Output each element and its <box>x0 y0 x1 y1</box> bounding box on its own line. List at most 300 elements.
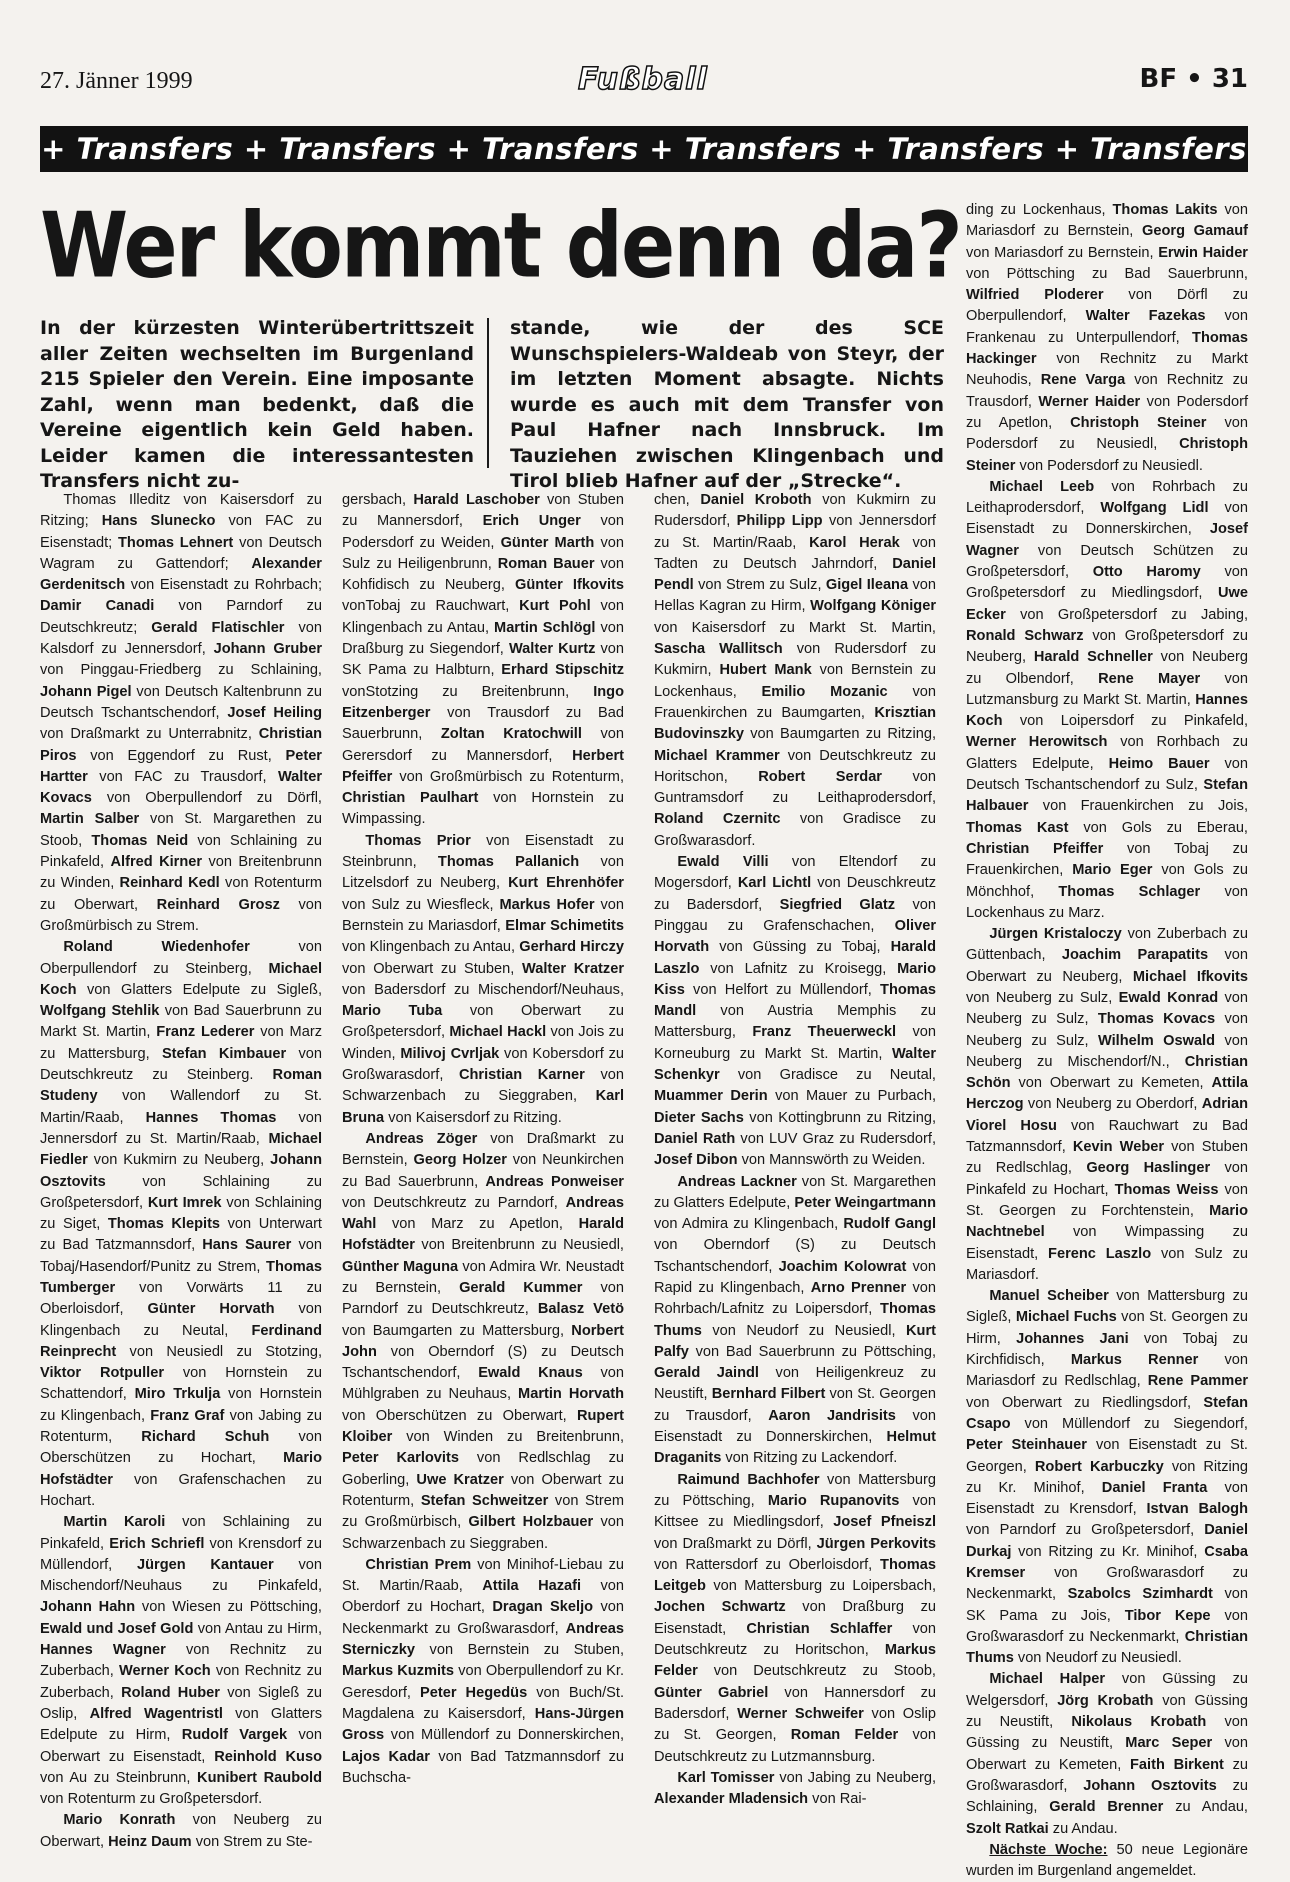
player-name: Jörg Krobath <box>1057 1692 1154 1709</box>
transfer-text: von Pinggau-Friedberg zu Schlaining, <box>40 662 322 679</box>
player-name: Jochen Schwartz <box>654 1599 786 1616</box>
player-name: Christoph Steiner <box>966 436 1248 474</box>
player-name: Erhard Stipschitz <box>501 662 624 679</box>
transfer-text: von Eisenstadt zu Donnerskirchen, <box>966 500 1248 538</box>
player-name: Roman Bauer <box>497 555 595 572</box>
transfer-paragraph <box>654 1172 936 1470</box>
transfer-text: von Schwarzenbach zu Sieggraben, <box>342 1067 624 1105</box>
player-name: Stefan Halbauer <box>966 777 1248 815</box>
player-name: Sascha Wallitsch <box>654 641 783 658</box>
transfer-text: von Ritzing zu Lackendorf. <box>721 1450 898 1467</box>
player-name: Josef Wagner <box>966 521 1248 559</box>
player-name: Heinz Daum <box>108 1833 192 1850</box>
transfer-text: von Stuben zu Mannersdorf, <box>342 492 624 530</box>
transfer-text: von Breitenbrunn zu Neusiedl, <box>414 1237 624 1254</box>
transfer-text: von Großwarasdorf zu Neckenmarkt, <box>966 1607 1248 1645</box>
transfer-text: von Vorwärts 11 zu Oberloisdorf, <box>40 1279 322 1318</box>
transfer-text: von Klingenbach zu Antau, <box>342 939 520 956</box>
player-name: Rene Mayer <box>1098 670 1201 687</box>
player-name: Johann Pigel <box>40 683 132 700</box>
player-name: Kurt Imrek <box>147 1194 222 1211</box>
transfer-text: von Bad Sauerbrunn zu Markt St. Martin, <box>40 1003 322 1041</box>
transfer-text: von Wimpassing zu Eisenstadt, <box>966 1224 1248 1262</box>
player-name: Roman Studeny <box>40 1067 322 1105</box>
transfer-text: von Deutschkreutz zu Horitschon, <box>654 747 936 785</box>
transfer-text: von Ritzing zu Kr. Minihof, <box>966 1458 1249 1496</box>
transfer-paragraph <box>40 1512 322 1810</box>
player-name: Walter Fazekas <box>1085 308 1206 325</box>
transfer-text: von Oberschützen zu Oberwart, <box>342 1407 577 1424</box>
transfer-text: von Rudersdorf zu Kukmirn, <box>654 641 936 679</box>
transfer-text: von Oberdorf zu Hochart, <box>342 1578 624 1616</box>
transfer-text: von Dörfl zu Oberpullendorf, <box>966 287 1248 325</box>
transfer-text: von Deutschkreutz zu Stoob, <box>697 1663 936 1680</box>
player-name: Thomas Mandl <box>654 981 936 1020</box>
player-name: Werner Haider <box>1038 393 1141 410</box>
transfer-text: von Deutschkreutz zu Parndorf, <box>342 1194 566 1211</box>
player-name: Marc Seper <box>1125 1735 1213 1752</box>
transfer-text: von Großpetersdorf zu Miedlingsdorf, <box>966 564 1249 602</box>
lead-paragraph-part-1: In der kürzesten Winterübertrittszeit aller Zeiten wechselten im Burgenland 215 Spieler den Verein. Eine imposante Zahl, wenn man bedenkt, daß die Vereine eigentlich kein Geld haben. Leider kamen die interessantesten Transfers nicht zu- <box>40 317 474 492</box>
player-name: Roland Huber <box>121 1684 220 1701</box>
player-name: Reinhard Kedl <box>119 875 220 892</box>
player-name: Adrian Viorel Hosu <box>966 1096 1248 1134</box>
transfer-text: von Jabing zu Neuberg, <box>774 1769 937 1786</box>
player-name: Michael Halper <box>989 1671 1106 1688</box>
player-name: Alfred Wagentristl <box>89 1705 223 1722</box>
player-name: Gilbert Holzbauer <box>468 1514 594 1531</box>
player-name: Hans-Jürgen Gross <box>342 1705 624 1744</box>
transfer-text: von Schlaining zu Pinkafeld, <box>40 832 322 871</box>
player-name: Gerald Brenner <box>1049 1799 1164 1816</box>
transfer-text: von Mariasdorf zu Bernstein, <box>966 244 1159 261</box>
player-name: Karol Herak <box>809 534 900 551</box>
player-name: Joachim Kolowrat <box>778 1258 907 1275</box>
transfer-text: von Gradisce zu Neutal, <box>719 1067 936 1084</box>
transfer-text: von St. Margarethen zu Stoob, <box>40 811 323 849</box>
player-name: Georg Holzer <box>413 1152 507 1169</box>
player-name: Gerald Kummer <box>459 1279 583 1296</box>
player-name: Günter Ifkovits <box>515 577 624 594</box>
player-name: Wilhelm Oswald <box>1097 1032 1216 1049</box>
transfer-text: von Rechnitz zu Markt Neuhodis, <box>966 351 1248 389</box>
transfer-text: von Oberschützen zu Hochart, <box>40 1429 322 1467</box>
player-name: Thomas Prior <box>365 832 471 849</box>
section-title: Fußball <box>578 62 708 97</box>
transfers-banner: + Transfers + Transfers + Transfers + Transfers + Transfers + Transfers <box>40 126 1248 172</box>
transfer-text: von Podersdorf zu Neusiedl, <box>966 414 1248 453</box>
transfer-text: von Minihof-Liebau zu St. Martin/Raab, <box>342 1556 624 1595</box>
transfer-text: von Rotenturm zu Großpetersdorf. <box>40 1791 263 1808</box>
transfer-text: von Neusiedl zu Stotzing, <box>116 1343 322 1360</box>
transfer-text: von Glatters Edelpute zu Hirm, <box>40 1705 323 1744</box>
transfer-text: von Kukmirn zu Rudersdorf, <box>654 492 936 530</box>
transfer-text: von Jabing zu Rotenturm, <box>40 1407 322 1446</box>
transfer-text: von Oberndorf (S) zu Deutsch Tschantschendorf, <box>654 1237 936 1275</box>
transfer-text: von Eisenstadt zu Krensdorf, <box>966 1479 1248 1518</box>
player-name: Johannes Jani <box>1016 1330 1129 1347</box>
player-name: Elmar Schimetits <box>505 917 624 934</box>
player-name: Emilio Mozanic <box>761 683 888 700</box>
player-name: Siegfried Glatz <box>779 896 896 913</box>
transfer-text: von Parndorf zu Großpetersdorf, <box>966 1522 1205 1539</box>
player-name: Muammer Derin <box>654 1088 768 1105</box>
player-name: Alfred Kirner <box>110 854 203 871</box>
player-name: Ewald Konrad <box>1118 989 1219 1006</box>
player-name: Gerhard Hirczy <box>519 939 624 956</box>
transfer-text: von Oberndorf (S) zu Deutsch Tschantschendorf, <box>342 1343 624 1382</box>
transfer-text: von Rauchwart zu Bad Tatzmannsdorf, <box>966 1117 1248 1156</box>
transfer-text: von Güssing zu Neustift, <box>966 1692 1248 1731</box>
article-headline: Wer kommt denn da? <box>40 193 961 298</box>
transfer-paragraph <box>654 1768 936 1811</box>
transfer-text: von Großmürbisch zu Strem. <box>40 896 322 934</box>
transfer-text: von Rapid zu Klingenbach, <box>654 1258 936 1296</box>
player-name: Erich Unger <box>482 513 581 530</box>
transfer-text: von Oberwart zu Riedlingsdorf, <box>966 1394 1204 1411</box>
transfer-text: von Oberwart zu Stuben, <box>342 960 522 977</box>
transfer-text: von Neckenmarkt zu Großwarasdorf, <box>342 1599 624 1637</box>
transfer-text: von FAC zu Trausdorf, <box>87 768 278 785</box>
player-name: Daniel Rath <box>654 1130 736 1147</box>
transfer-text: von Jennersdorf zu St. Martin/Raab, <box>40 1109 322 1147</box>
transfer-text: von Deuschkreutz zu Badersdorf, <box>654 875 937 913</box>
transfer-paragraph <box>654 1470 936 1768</box>
player-name: Martin Schlögl <box>494 619 596 636</box>
player-name: Jürgen Kantauer <box>136 1556 274 1573</box>
transfer-paragraph <box>40 937 322 1512</box>
player-name: Werner Schweifer <box>737 1705 864 1722</box>
transfer-text: von Antau zu Hirm, <box>193 1620 322 1637</box>
transfer-text: von Oberwart zu Eisenstadt, <box>40 1727 323 1765</box>
transfer-text: von Loipersdorf zu Pinkafeld, <box>1002 713 1248 730</box>
player-name: Stefan Schweitzer <box>420 1492 549 1509</box>
transfer-paragraph <box>40 1810 322 1853</box>
transfer-text: von Deutschkreutz zu Steinberg. <box>40 1045 322 1084</box>
player-name: Michael Koch <box>40 960 322 998</box>
transfer-text: von Neuberg zu Sulz, <box>966 989 1248 1028</box>
player-name: Thomas Neid <box>91 832 189 849</box>
player-name: Thomas Klepits <box>107 1216 221 1233</box>
player-name: Raimund Bachhofer <box>677 1471 820 1488</box>
player-name: Günter Gabriel <box>654 1684 769 1701</box>
issue-date: 27. Jänner 1999 <box>40 68 193 94</box>
player-name: Faith Birkent <box>1130 1756 1224 1773</box>
transfer-text: von Tobaj/Hasendorf/Punitz zu Strem, <box>40 1237 322 1275</box>
player-name: Franz Theuerweckl <box>752 1024 897 1041</box>
lead-paragraph-part-2: stande, wie der des SCE Wunschspielers-Waldeab von Steyr, der im letzten Moment absagte. Nichts wurde es auch mit dem Transfer von Paul Hafner nach Innsbruck. Im Tauziehen zwischen Klingenbach und Tirol blieb Hafner auf der „Strecke“. <box>510 317 944 492</box>
player-name: Günter Marth <box>500 534 595 551</box>
transfer-text: von Strem zu Sulz, <box>693 577 826 594</box>
player-name: Christian Schlaffer <box>746 1620 893 1637</box>
player-name: Ingo Eitzenberger <box>342 683 624 721</box>
transfer-text: von Tobaj zu Kirchfidisch, <box>966 1330 1248 1369</box>
transfer-text: von Schlaining zu Siget, <box>40 1194 323 1233</box>
player-name: Markus Felder <box>654 1642 936 1680</box>
player-name: Mario Kiss <box>654 960 936 998</box>
player-name: Mario Nachtnebel <box>966 1202 1248 1241</box>
transfer-text: von Podersdorf zu Neusiedl. <box>1015 457 1203 474</box>
player-name: Michael Ifkovits <box>1132 968 1248 985</box>
player-name: Franz Lederer <box>156 1024 255 1041</box>
player-name: Uwe Kratzer <box>416 1471 504 1488</box>
transfer-text: von Schlaining zu Pinkafeld, <box>40 1514 322 1552</box>
transfer-paragraph <box>342 490 624 831</box>
player-name: Ferenc Laszlo <box>1048 1245 1152 1262</box>
transfer-text: von Eltendorf zu Mogersdorf, <box>654 854 936 892</box>
transfer-text: von Draßmarkt zu Dörfl, <box>654 1535 817 1552</box>
transfer-text: von Hornstein zu Wimpassing. <box>342 790 624 828</box>
player-name: Nächste Woche: <box>989 1841 1108 1858</box>
transfer-text: von Güssing zu Tobaj, <box>709 939 891 956</box>
transfer-text: von Marz zu Mattersburg, <box>40 1024 322 1062</box>
transfer-text: von Podersdorf zu Weiden, <box>342 513 624 551</box>
player-name: Christian Prem <box>365 1556 472 1573</box>
player-name: Jürgen Kristaloczy <box>989 926 1122 943</box>
transfer-text: ding zu Lockenhaus, <box>966 202 1113 218</box>
transfer-text: von Rotenturm zu Oberwart, <box>40 875 322 913</box>
transfer-text: von Rorhbach zu Glatters Edelpute, <box>966 734 1248 772</box>
transfer-text: von Frankenau zu Unterpullendorf, <box>966 308 1248 346</box>
player-name: Zoltan Kratochwill <box>440 726 582 743</box>
transfer-text: von Jois zu Winden, <box>342 1024 624 1062</box>
player-name: Thomas Lehnert <box>118 534 234 551</box>
player-name: Georg Gamauf <box>1142 223 1248 240</box>
transfer-text: von Strem zu Ste- <box>191 1833 313 1850</box>
transfer-text: von Oberwart zu Rotenturm, <box>342 1471 624 1509</box>
player-name: Markus Hofer <box>499 896 595 913</box>
transfer-text: von Parndorf zu Deutschkreutz; <box>40 598 322 636</box>
transfer-text: von Strem zu Großmürbisch, <box>342 1492 624 1531</box>
transfer-text: von Admira zu Klingenbach, <box>654 1216 844 1233</box>
transfer-text: von Badersdorf zu Mischendorf/Neuhaus, <box>342 981 624 998</box>
transfer-text: zu Andau. <box>1048 1820 1118 1837</box>
player-name: Harald Laschober <box>413 492 540 508</box>
transfer-paragraph <box>966 1840 1248 1882</box>
transfer-text: von Großwarasdorf zu Neckenmarkt, <box>966 1565 1248 1603</box>
player-name: Szabolcs Szimhardt <box>1067 1586 1213 1603</box>
transfer-text: von Bad Tatzmannsdorf zu Buchscha- <box>342 1748 624 1786</box>
player-name: Karl Bruna <box>342 1088 624 1126</box>
transfer-text: von Deutschkreutz zu Lutzmannsburg. <box>654 1727 936 1765</box>
player-name: Dragan Skeljo <box>492 1599 594 1616</box>
player-name: Oliver Horvath <box>654 917 936 956</box>
transfer-text: von Frauenkirchen zu Baumgarten, <box>654 683 936 721</box>
transfer-text: von Pinggau zu Grafenschachen, <box>654 896 936 934</box>
transfer-text: von Ritzing zu Kr. Minihof, <box>1011 1543 1205 1560</box>
player-name: Harald Schneller <box>1033 649 1153 666</box>
player-name: Reinhard Grosz <box>156 896 280 913</box>
transfer-text: von Draßmarkt zu Bernstein, <box>342 1130 624 1169</box>
player-name: Istvan Balogh <box>1146 1501 1249 1518</box>
transfer-paragraph <box>40 490 322 937</box>
transfer-text: von Baumgarten zu Ritzing, <box>744 726 936 743</box>
player-name: Reinhold Kuso <box>214 1748 322 1765</box>
player-name: Werner Herowitsch <box>966 734 1108 751</box>
transfer-text: von Deutschkreutz zu Horitschon, <box>654 1620 936 1659</box>
player-name: Thomas Schlager <box>1058 883 1201 900</box>
transfer-text: von Jennersdorf zu St. Martin/Raab, <box>654 513 936 551</box>
player-name: Stefan Kimbauer <box>161 1045 287 1062</box>
transfer-text: von Helfort zu Müllendorf, <box>684 981 881 998</box>
player-name: Mario Konrath <box>63 1812 176 1829</box>
transfer-text: von Eggendorf zu Rust, <box>76 747 286 764</box>
transfer-text: von Oberwart zu Großpetersdorf, <box>342 1003 624 1041</box>
player-name: Rupert Kloiber <box>342 1407 624 1446</box>
transfer-text: von Admira Wr. Neustadt zu Bernstein, <box>342 1258 624 1296</box>
player-name: Michael Fuchs <box>1015 1309 1117 1326</box>
transfer-text: von Zuberbach zu Güttenbach, <box>966 926 1248 964</box>
transfer-text: von Mariasdorf zu Redlschlag, <box>966 1352 1248 1390</box>
player-name: Josef Pfneiszl <box>833 1514 936 1531</box>
player-name: Viktor Rotpuller <box>40 1365 165 1382</box>
player-name: Roland Wiedenhofer <box>63 939 250 956</box>
transfer-text: von Kaisersdorf zu Ritzing. <box>384 1109 562 1126</box>
transfer-text: von Pöttsching zu Bad Sauerbrunn, <box>966 265 1248 282</box>
player-name: Walter Kurtz <box>508 641 596 658</box>
article-column-1 <box>40 490 322 1853</box>
player-name: Günter Horvath <box>147 1301 275 1318</box>
player-name: Walter Kratzer <box>521 960 625 977</box>
player-name: Aaron Jandrisits <box>768 1407 896 1424</box>
transfer-text: von Großmürbisch zu Rotenturm, <box>392 768 624 785</box>
player-name: Ewald und Josef Gold <box>40 1620 194 1637</box>
transfer-text: von Gerersdorf zu Mannersdorf, <box>342 726 624 764</box>
transfer-text: von Oberpullendorf zu Steinberg, <box>40 939 322 977</box>
player-name: Damir Canadi <box>40 598 155 615</box>
player-name: Ewald Villi <box>677 854 769 871</box>
transfer-text: von Pinkafeld zu Hochart, <box>966 1160 1248 1198</box>
article-column-3 <box>654 490 936 1810</box>
transfer-text: vonStotzing zu Breitenbrunn, <box>342 683 594 700</box>
transfer-text: von Deutsch Kaltenbrunn zu Deutsch Tschantschendorf, <box>40 683 322 721</box>
transfer-paragraph <box>966 1286 1248 1669</box>
player-name: Gerald Jaindl <box>654 1365 759 1382</box>
transfer-text: von Eisenstadt zu Donnerskirchen, <box>654 1407 936 1446</box>
transfer-text: von Wallendorf zu St. Martin/Raab, <box>40 1088 322 1126</box>
player-name: Christian Pfeiffer <box>966 840 1104 857</box>
transfer-text: von Bernstein zu Stuben, <box>415 1642 624 1659</box>
transfer-text: von Oberpullendorf zu Kr. Geresdorf, <box>342 1663 625 1701</box>
player-name: Johann Hahn <box>40 1599 136 1616</box>
player-name: Milivoj Cvrljak <box>400 1045 500 1062</box>
transfer-text: von Kobersdorf zu Großwarasdorf, <box>342 1045 625 1084</box>
transfer-text: von Großpetersdorf zu Neuberg, <box>966 627 1249 666</box>
transfer-text: von Lockenhaus zu Marz. <box>966 883 1249 921</box>
player-name: Michael Leeb <box>989 478 1095 495</box>
player-name: Szolt Ratkai <box>966 1820 1049 1837</box>
transfer-paragraph <box>654 852 936 1171</box>
transfer-text: von St. Georgen zu Forchtenstein, <box>966 1181 1248 1219</box>
player-name: Ronald Schwarz <box>966 627 1084 644</box>
player-name: Josef Dibon <box>654 1152 738 1169</box>
player-name: Csaba Kremser <box>966 1543 1248 1581</box>
player-name: Joachim Parapatits <box>1061 947 1209 964</box>
transfer-text: von Neuberg zu Mischendorf/N., <box>966 1032 1248 1070</box>
player-name: Markus Renner <box>1070 1352 1199 1369</box>
transfer-text: von Müllendorf zu Siegendorf, <box>1010 1415 1248 1432</box>
player-name: Krisztian Budovinszky <box>654 704 936 743</box>
transfer-text: von Hannersdorf zu Badersdorf, <box>654 1684 936 1722</box>
transfer-text: von Breitenbrunn zu Winden, <box>40 854 322 892</box>
lead-divider <box>487 318 489 468</box>
transfer-text: von Neuberg zu Sulz, <box>966 1011 1248 1049</box>
player-name: Roland Czernitc <box>654 811 781 828</box>
transfer-text: vonTobaj zu Rauchwart, <box>342 598 520 615</box>
player-name: Thomas Hackinger <box>966 329 1248 368</box>
transfer-paragraph <box>654 490 936 852</box>
player-name: Tibor Kepe <box>1124 1607 1211 1624</box>
transfer-text: von Oberwart zu Kemeten, <box>1010 1075 1212 1092</box>
transfer-text: von Mischendorf/Neuhaus zu Pinkafeld, <box>40 1556 323 1595</box>
transfer-text: von Eisenstadt zu Steinbrunn, <box>342 832 624 871</box>
player-name: Harald Hofstädter <box>342 1216 624 1254</box>
player-name: Hubert Mank <box>719 662 812 679</box>
transfer-text: von Bernstein zu Mariasdorf, <box>342 896 625 934</box>
player-name: Wolfgang Stehlik <box>40 1003 160 1020</box>
player-name: Nikolaus Krobath <box>1071 1714 1207 1731</box>
transfer-paragraph <box>966 1669 1248 1839</box>
transfer-text: von Neuberg zu Oberdorf, <box>1023 1096 1202 1113</box>
player-name: Thomas Kast <box>966 819 1069 836</box>
player-name: Kurt Ehrenhöfer <box>508 875 624 892</box>
transfer-text: 50 neue Legionäre wurden im Burgenland angemeldet. <box>966 1841 1249 1880</box>
transfer-paragraph <box>966 200 1248 477</box>
player-name: Robert Karbuczky <box>1034 1458 1164 1475</box>
transfer-text: von Mattersburg zu Sigleß, <box>966 1288 1248 1326</box>
player-name: Michael Fiedler <box>40 1130 322 1169</box>
player-name: Balasz Vetö <box>537 1301 624 1318</box>
player-name: Thomas Pallanich <box>437 854 580 871</box>
player-name: Kurt Pohl <box>519 598 591 615</box>
transfer-text: von Guntramsdorf zu Leithaprodersdorf, <box>654 768 936 807</box>
transfer-text: von Rattersdorf zu Oberloisdorf, <box>654 1556 881 1573</box>
player-name: Wilfried Ploderer <box>966 287 1104 304</box>
player-name: Hannes Koch <box>966 691 1248 730</box>
transfer-text: von Lutzmansburg zu Markt St. Martin, <box>966 670 1249 708</box>
transfer-text: zu Schlaining, <box>966 1777 1248 1816</box>
transfer-text: von Mattersburg zu Loipersbach, <box>705 1578 936 1595</box>
transfer-text: von Unterwart zu Bad Tatzmannsdorf, <box>40 1216 322 1254</box>
player-name: Peter Hegedüs <box>420 1684 528 1701</box>
player-name: Miro Trkulja <box>134 1386 221 1403</box>
transfer-text: von Sulz zu Heiligenbrunn, <box>342 534 624 572</box>
transfer-text: von Klingenbach zu Neutal, <box>40 1301 322 1339</box>
transfer-text: von Redlschlag zu Goberling, <box>342 1450 624 1488</box>
transfer-text: von Deutsch Tschantschendorf zu Sulz, <box>966 755 1248 794</box>
transfer-paragraph <box>342 1129 624 1555</box>
player-name: Michael Hackl <box>449 1024 547 1041</box>
player-name: Walter Kovacs <box>40 768 322 807</box>
player-name: Andreas Lackner <box>677 1173 797 1190</box>
player-name: Peter Hartter <box>40 747 322 785</box>
transfer-paragraph <box>966 924 1248 1286</box>
transfer-text: von Au zu Steinbrunn, <box>40 1769 198 1786</box>
transfer-text: gersbach, <box>342 492 414 508</box>
player-name: Harald Laszlo <box>654 939 936 977</box>
player-name: Johann Osztovits <box>40 1152 322 1190</box>
transfer-text: von Lafnitz zu Kroisegg, <box>699 960 898 977</box>
transfer-text: von Frauenkirchen zu Jois, <box>1028 798 1248 815</box>
transfer-text: von Heiligenkreuz zu Neustift, <box>654 1365 936 1403</box>
transfer-text: von Tadten zu Deutsch Jahrndorf, <box>654 534 937 572</box>
transfer-text: von Neuberg zu Olbendorf, <box>966 649 1248 687</box>
transfer-text: von Hellas Kagran zu Hirm, <box>654 577 936 615</box>
transfer-text: von Neuberg zu Oberwart, <box>40 1812 322 1850</box>
transfer-text: von Sigleß zu Oslip, <box>40 1684 322 1722</box>
player-name: Thomas Tumberger <box>40 1258 322 1296</box>
transfer-text: von Grafenschachen zu Hochart. <box>40 1471 322 1509</box>
